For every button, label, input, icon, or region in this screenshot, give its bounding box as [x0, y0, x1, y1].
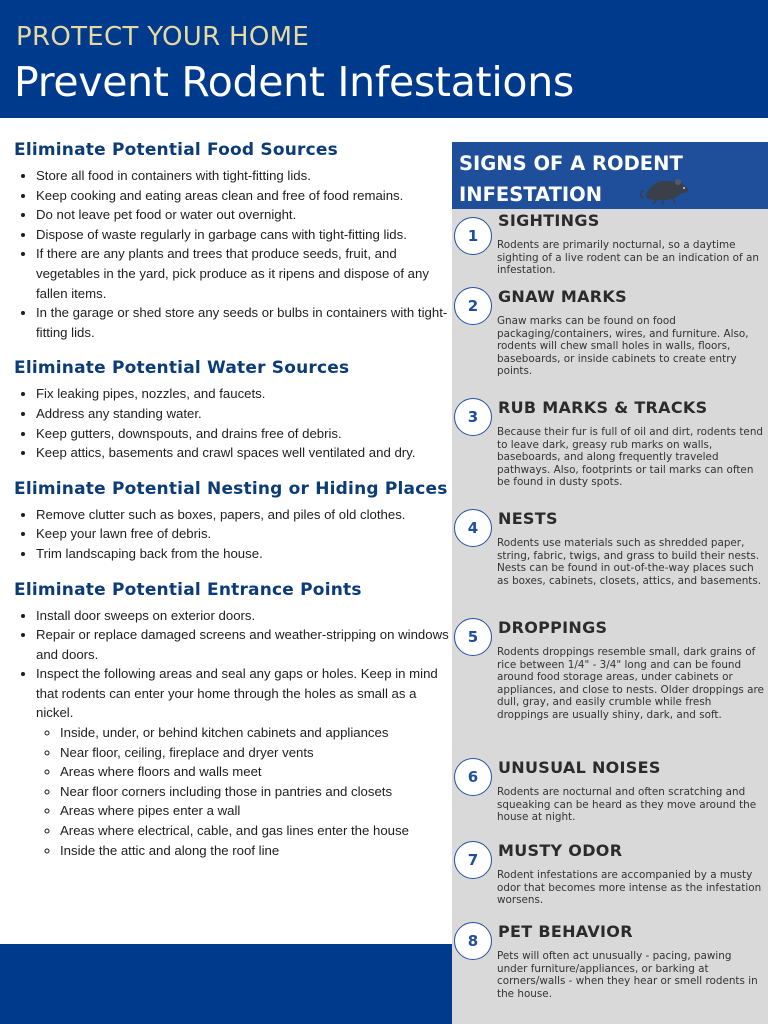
sign-number-badge: 3	[454, 398, 492, 436]
prevention-column	[14, 140, 452, 876]
sign-number-badge: 8	[454, 922, 492, 960]
list-item: • Fix leaking pipes, nozzles, and faucets.	[36, 384, 452, 404]
section-entrance-points	[14, 580, 452, 861]
sign-description: Rodents droppings resemble small, dark grains of rice between 1/4" - 3/4" long and can be found around food storage areas, under cabinets or appliances, and close to nests. Older droppings are dull, gray, and easily crumble while fresh droppings are usually shiny, dark, and soft.	[497, 646, 764, 721]
sub-list-item: ◦ Inside the attic and along the roof line	[60, 841, 452, 861]
header-kicker: PROTECT YOUR HOME	[16, 22, 310, 52]
rat-icon	[640, 172, 690, 206]
sub-list-item: ◦ Near floor corners including those in pantries and closets	[60, 782, 452, 802]
section-title: Eliminate Potential Entrance Points	[14, 579, 362, 600]
sign-title: GNAW MARKS	[498, 287, 627, 306]
list-item: • Keep cooking and eating areas clean and free of food remains.	[36, 186, 452, 206]
item-list	[14, 384, 452, 462]
list-item: • Keep your lawn free of debris.	[36, 524, 452, 544]
sub-list-item: ◦ Near floor, ceiling, fireplace and dryer vents	[60, 743, 452, 763]
sign-title: SIGHTINGS	[498, 211, 600, 230]
sign-title: UNUSUAL NOISES	[498, 758, 661, 777]
list-item: • Keep gutters, downspouts, and drains free of debris.	[36, 424, 452, 444]
list-item: • Dispose of waste regularly in garbage cans with tight-fitting lids.	[36, 225, 452, 245]
sign-title: NESTS	[498, 509, 558, 528]
item-list	[14, 606, 452, 861]
list-item: • Store all food in containers with tight-fitting lids.	[36, 166, 452, 186]
sign-description: Rodents are nocturnal and often scratching and squeaking can be heard as they move around the house at night.	[497, 786, 757, 824]
list-item	[36, 664, 452, 860]
list-item: • Address any standing water.	[36, 404, 452, 424]
sub-list-item: ◦ Areas where floors and walls meet	[60, 762, 452, 782]
sub-item-list	[36, 723, 452, 860]
sign-number-badge: 2	[454, 287, 492, 325]
sign-description: Because their fur is full of oil and dirt, rodents tend to leave dark, greasy rub marks on walls, baseboards, and along frequently traveled pathways. Also, footprints or tail marks can often be found in dusty spots.	[497, 426, 764, 489]
sign-description: Rodent infestations are accompanied by a musty odor that becomes more intense as the infestation worsens.	[497, 869, 762, 907]
sign-description: Rodents use materials such as shredded paper, string, fabric, twigs, and grass to build their nests. Nests can be found in out-of-the-way places such as boxes, cabinets, closets, attics, and basements.	[497, 537, 762, 587]
sign-title: PET BEHAVIOR	[498, 922, 633, 941]
sign-number-badge: 1	[454, 217, 492, 255]
sign-description: Rodents are primarily nocturnal, so a daytime sighting of a live rodent can be an indication of an infestation.	[497, 239, 759, 277]
section-food-sources	[14, 140, 452, 342]
section-title: Eliminate Potential Food Sources	[14, 140, 338, 160]
list-item: • In the garage or shed store any seeds or bulbs in containers with tight-fitting lids.	[36, 303, 452, 342]
page-title: Prevent Rodent Infestations	[14, 58, 574, 106]
sign-title: MUSTY ODOR	[498, 841, 623, 860]
list-item: • Install door sweeps on exterior doors.	[36, 606, 452, 626]
signs-panel	[452, 142, 768, 1024]
list-item-text: Inspect the following areas and seal any gaps or holes. Keep in mind that rodents can enter your home through the holes as small as a nickel.	[36, 666, 438, 721]
list-item: • Repair or replace damaged screens and weather-stripping on windows and doors.	[36, 625, 452, 664]
list-item: • If there are any plants and trees that produce seeds, fruit, and vegetables in the yard, pick produce as it ripens and dispose of any fallen items.	[36, 244, 452, 303]
sign-description: Pets will often act unusually - pacing, pawing under furniture/appliances, or barking at corners/walls - when they hear or smell rodents in the house.	[497, 950, 758, 1000]
list-item: • Do not leave pet food or water out overnight.	[36, 205, 452, 225]
section-nesting-places	[14, 479, 452, 564]
signs-panel-header	[452, 142, 768, 209]
section-water-sources	[14, 358, 452, 462]
sign-number-badge: 4	[454, 509, 492, 547]
sign-number-badge: 7	[454, 841, 492, 879]
list-item: • Trim landscaping back from the house.	[36, 544, 452, 564]
sign-title: DROPPINGS	[498, 618, 608, 637]
sign-description: Gnaw marks can be found on food packaging/containers, wires, and furniture. Also, rodents will chew small holes in walls, floors, baseboards, or inside cabinets to create entry points.	[497, 315, 749, 378]
page-header	[0, 0, 768, 118]
list-item: • Keep attics, basements and crawl spaces well ventilated and dry.	[36, 443, 452, 463]
sign-number-badge: 5	[454, 618, 492, 656]
item-list	[14, 505, 452, 564]
sub-list-item: ◦ Areas where pipes enter a wall	[60, 801, 452, 821]
section-title: Eliminate Potential Nesting or Hiding Places	[14, 478, 448, 499]
list-item: • Remove clutter such as boxes, papers, and piles of old clothes.	[36, 505, 452, 525]
signs-panel-title: SIGNS OF A RODENT INFESTATION	[459, 152, 683, 206]
sub-list-item: ◦ Inside, under, or behind kitchen cabinets and appliances	[60, 723, 452, 743]
sign-number-badge: 6	[454, 758, 492, 796]
section-title: Eliminate Potential Water Sources	[14, 358, 350, 379]
sub-list-item: ◦ Areas where electrical, cable, and gas lines enter the house	[60, 821, 452, 841]
sign-title: RUB MARKS & TRACKS	[498, 398, 708, 417]
item-list	[14, 166, 452, 342]
